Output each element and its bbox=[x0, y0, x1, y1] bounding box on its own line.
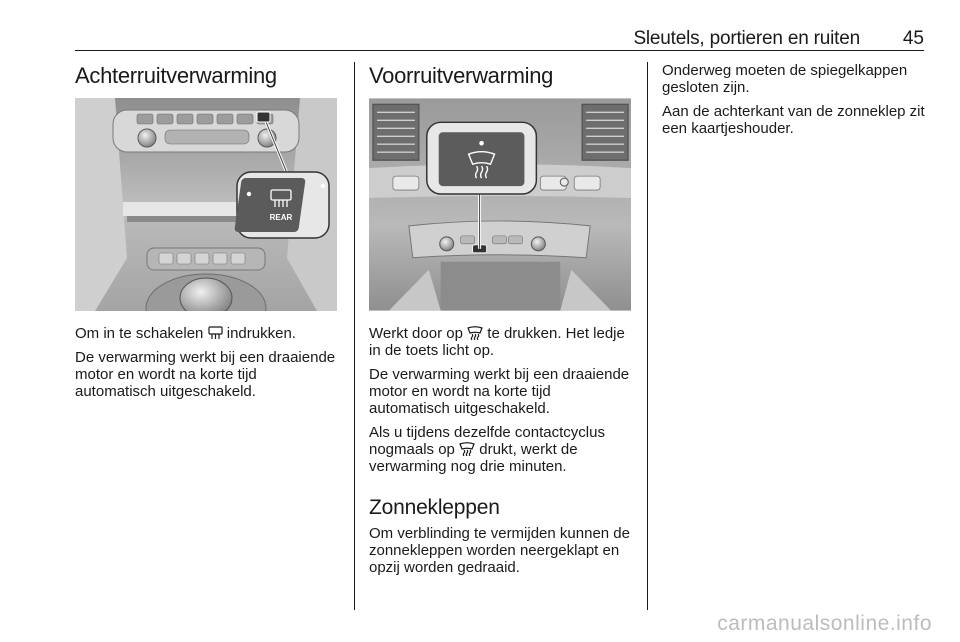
rear-window-defrost-icon bbox=[208, 326, 223, 340]
paragraph-rear-activate: Om in te schakelen indrukken. bbox=[75, 325, 296, 342]
column-rear-window-heating bbox=[75, 62, 341, 407]
header-rule bbox=[75, 50, 924, 51]
section-heading-windscreen: Voorruitverwarming bbox=[369, 63, 554, 88]
column-windscreen-heating bbox=[369, 62, 632, 583]
paragraph-rear-heating-info: De verwarming werkt bij een draaiende motor en wordt na korte tijd automatisch uitgeschakeld. bbox=[75, 349, 336, 400]
paragraph-ticket-holder: Aan de achterkant van de zonneklep zit een kaartjeshouder. bbox=[662, 103, 925, 137]
paragraph-windscreen-activate: Werkt door op te drukken. Het ledje in de toets licht op. bbox=[369, 325, 625, 359]
windscreen-defrost-icon bbox=[467, 326, 483, 340]
rear-button-label: REAR bbox=[269, 213, 293, 222]
paragraph-mirror-covers: Onderweg moeten de spiegelkappen gesloten zijn. bbox=[662, 62, 908, 96]
paragraph-windscreen-repeat: Als u tijdens dezelfde contactcyclus nogmaals op drukt, werkt de verwarming nog drie minuten. bbox=[369, 424, 605, 475]
rear-button-zoomed bbox=[234, 178, 306, 232]
running-header-title: Sleutels, portieren en ruiten bbox=[633, 28, 860, 49]
windscreen-defrost-illustration bbox=[369, 98, 631, 311]
paragraph-windscreen-heating-info: De verwarming werkt bij een draaiende motor en wordt na korte tijd automatisch uitgeschakeld. bbox=[369, 366, 630, 417]
paragraph-sun-visors: Om verblinding te vermijden kunnen de zonnekleppen worden neergeklapt en opzij worden gedraaid. bbox=[369, 525, 630, 576]
column-divider-left bbox=[354, 62, 355, 610]
section-heading-sun-visors: Zonnekleppen bbox=[369, 496, 500, 519]
rear-window-defrost-illustration bbox=[75, 98, 337, 311]
column-sun-visor-continued bbox=[662, 62, 928, 144]
section-heading-rear-window: Achterruitverwarming bbox=[75, 63, 277, 88]
page-number: 45 bbox=[902, 28, 924, 49]
watermark: carmanualsonline.info bbox=[717, 612, 932, 635]
column-divider-right bbox=[647, 62, 648, 610]
windscreen-defrost-icon bbox=[459, 442, 475, 456]
